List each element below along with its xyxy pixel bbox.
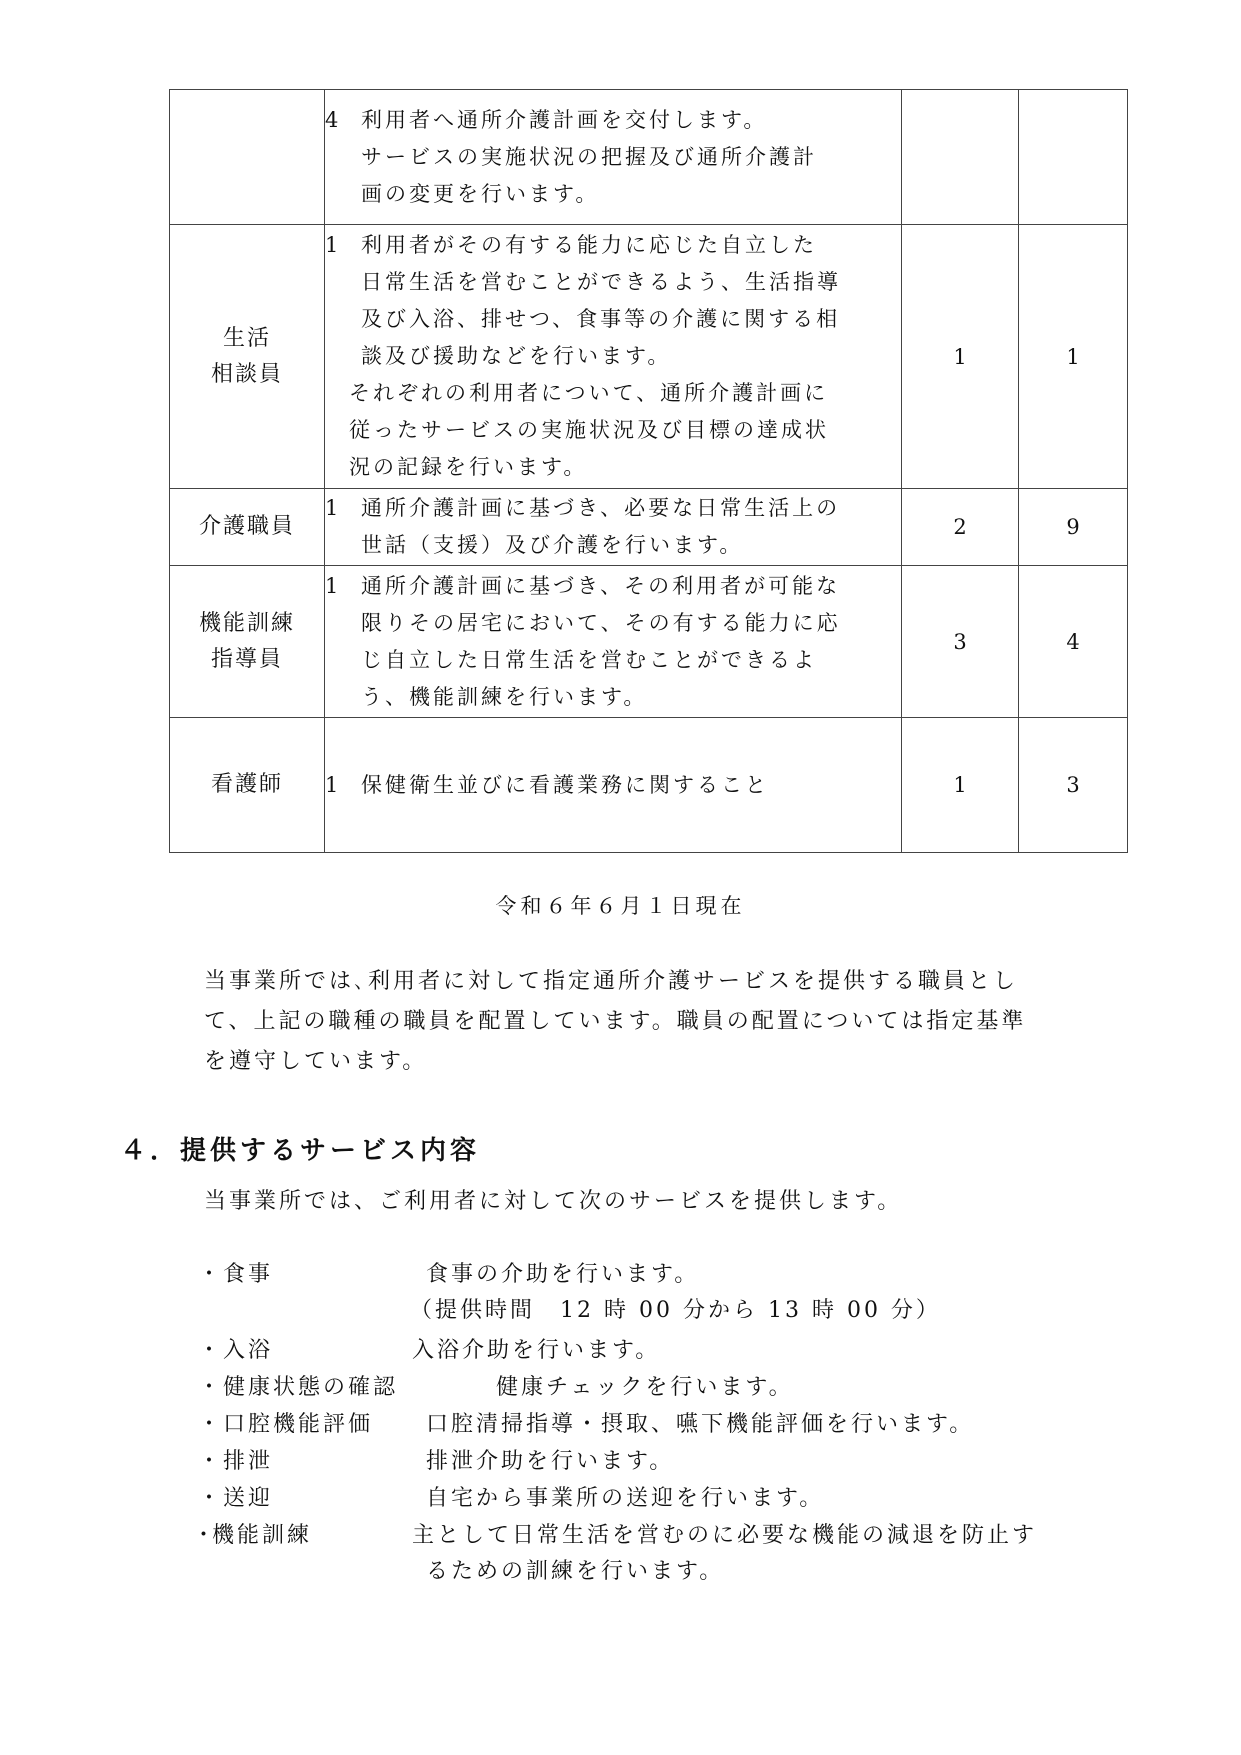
role-line: 介護職員 bbox=[198, 514, 295, 539]
duty-line: 通所介護計画に基づき、必要な日常生活上の bbox=[361, 496, 841, 520]
role-cell bbox=[170, 90, 325, 225]
service-label: ・入浴 bbox=[198, 1338, 274, 1363]
duty-cell bbox=[325, 225, 902, 489]
duty-line: 通所介護計画に基づき、その利用者が可能な bbox=[361, 573, 841, 598]
table-row bbox=[170, 90, 1128, 225]
duty-line: それぞれの利用者について、通所介護計画に bbox=[349, 381, 829, 405]
duty-line: 況の記録を行います。 bbox=[349, 455, 588, 479]
table-row bbox=[170, 489, 1128, 566]
duty-item bbox=[325, 490, 901, 564]
role-cell bbox=[170, 489, 325, 566]
table-row bbox=[170, 566, 1128, 718]
duty-line: 利用者へ通所介護計画を交付します。 bbox=[361, 107, 768, 132]
item-number: 1 bbox=[325, 772, 342, 797]
duty-extra bbox=[325, 375, 901, 486]
duty-line: 保健衛生並びに看護業務に関すること bbox=[361, 772, 769, 797]
section-heading: ４．提供するサービス内容 bbox=[120, 1136, 481, 1166]
staff-paragraph bbox=[204, 962, 1124, 1082]
count-cell bbox=[1019, 90, 1128, 225]
duty-item-continued bbox=[325, 264, 901, 375]
item-number: 1 bbox=[325, 496, 342, 520]
count-cell: 4 bbox=[1019, 566, 1128, 718]
duty-line: 世話（支援）及び介護を行います。 bbox=[361, 533, 744, 557]
duty-line: じ自立した日常生活を営むことができるよ bbox=[361, 647, 817, 672]
paragraph-line: 当事業所では､利用者に対して指定通所介護サービスを提供する職員とし bbox=[204, 969, 1019, 994]
count-cell: 2 bbox=[902, 489, 1019, 566]
date-note: 令和６年６月１日現在 bbox=[495, 894, 746, 918]
duty-line: 従ったサービスの実施状況及び目標の達成状 bbox=[349, 418, 829, 442]
paragraph-line: て、上記の職種の職員を配置しています。職員の配置については指定基準 bbox=[204, 1009, 1027, 1034]
role-line: 生活 bbox=[222, 325, 271, 351]
role-line: 機能訓練 bbox=[198, 610, 295, 636]
count-cell: 1 bbox=[902, 225, 1019, 489]
duty-line: 及び入浴、排せつ、食事等の介護に関する相 bbox=[361, 307, 841, 331]
service-item-training bbox=[198, 1518, 1128, 1590]
duty-line: 日常生活を営むことができるよう、生活指導 bbox=[361, 270, 841, 294]
duty-cell bbox=[325, 566, 902, 718]
service-desc: 主として日常生活を営むのに必要な機能の減退を防止す bbox=[412, 1523, 1038, 1548]
role-line: 指導員 bbox=[210, 646, 283, 672]
duty-line: う、機能訓練を行います。 bbox=[361, 684, 648, 709]
duty-item bbox=[325, 767, 901, 804]
item-number: 4 bbox=[325, 107, 342, 132]
duty-line: 限りその居宅において、その有する能力に応 bbox=[361, 610, 841, 635]
service-label: ･機能訓練 bbox=[198, 1523, 313, 1548]
service-item-meal bbox=[198, 1257, 1128, 1329]
service-desc: るための訓練を行います。 bbox=[426, 1559, 725, 1584]
count-cell: 1 bbox=[902, 718, 1019, 853]
count-cell: 3 bbox=[902, 566, 1019, 718]
service-desc: 健康チェックを行います。 bbox=[496, 1375, 794, 1400]
service-sub: （提供時間 12 時 00 分から 13 時 00 分） bbox=[410, 1298, 941, 1323]
duty-item bbox=[325, 102, 901, 139]
duty-line: 利用者がその有する能力に応じた自立した bbox=[361, 233, 817, 257]
role-line: 看護師 bbox=[210, 772, 283, 797]
service-label: ・健康状態の確認 bbox=[198, 1375, 399, 1400]
role-cell bbox=[170, 718, 325, 853]
duty-line: 談及び援助などを行います。 bbox=[361, 344, 672, 368]
service-label: ・食事 bbox=[198, 1262, 274, 1287]
role-line: 相談員 bbox=[210, 361, 283, 387]
duty-item-continued bbox=[325, 139, 901, 213]
duty-item bbox=[325, 227, 901, 264]
staff-table bbox=[169, 89, 1128, 853]
duty-cell bbox=[325, 718, 902, 853]
count-cell bbox=[902, 90, 1019, 225]
role-cell bbox=[170, 225, 325, 489]
item-number: 1 bbox=[325, 573, 342, 598]
duty-cell bbox=[325, 90, 902, 225]
service-desc: 食事の介助を行います。 bbox=[426, 1262, 700, 1287]
service-label: ・排泄 bbox=[198, 1449, 274, 1474]
service-desc: 口腔清掃指導・摂取、嚥下機能評価を行います。 bbox=[426, 1412, 975, 1437]
duty-line: サービスの実施状況の把握及び通所介護計 bbox=[361, 144, 817, 169]
paragraph-line: を遵守しています。 bbox=[204, 1049, 428, 1074]
table-row bbox=[170, 225, 1128, 489]
duty-cell bbox=[325, 489, 902, 566]
table-row bbox=[170, 718, 1128, 853]
role-cell bbox=[170, 566, 325, 718]
service-desc: 入浴介助を行います。 bbox=[412, 1338, 661, 1363]
service-desc: 排泄介助を行います。 bbox=[426, 1449, 675, 1474]
section-intro: 当事業所では、ご利用者に対して次のサービスを提供します。 bbox=[204, 1189, 903, 1214]
service-label: ・送迎 bbox=[198, 1486, 274, 1511]
item-number: 1 bbox=[325, 233, 342, 257]
service-desc: 自宅から事業所の送迎を行います。 bbox=[426, 1486, 825, 1511]
count-cell: 1 bbox=[1019, 225, 1128, 489]
count-cell: 9 bbox=[1019, 489, 1128, 566]
service-label: ・口腔機能評価 bbox=[198, 1412, 374, 1437]
duty-item bbox=[325, 568, 901, 716]
duty-line: 画の変更を行います。 bbox=[361, 181, 600, 206]
count-cell: 3 bbox=[1019, 718, 1128, 853]
